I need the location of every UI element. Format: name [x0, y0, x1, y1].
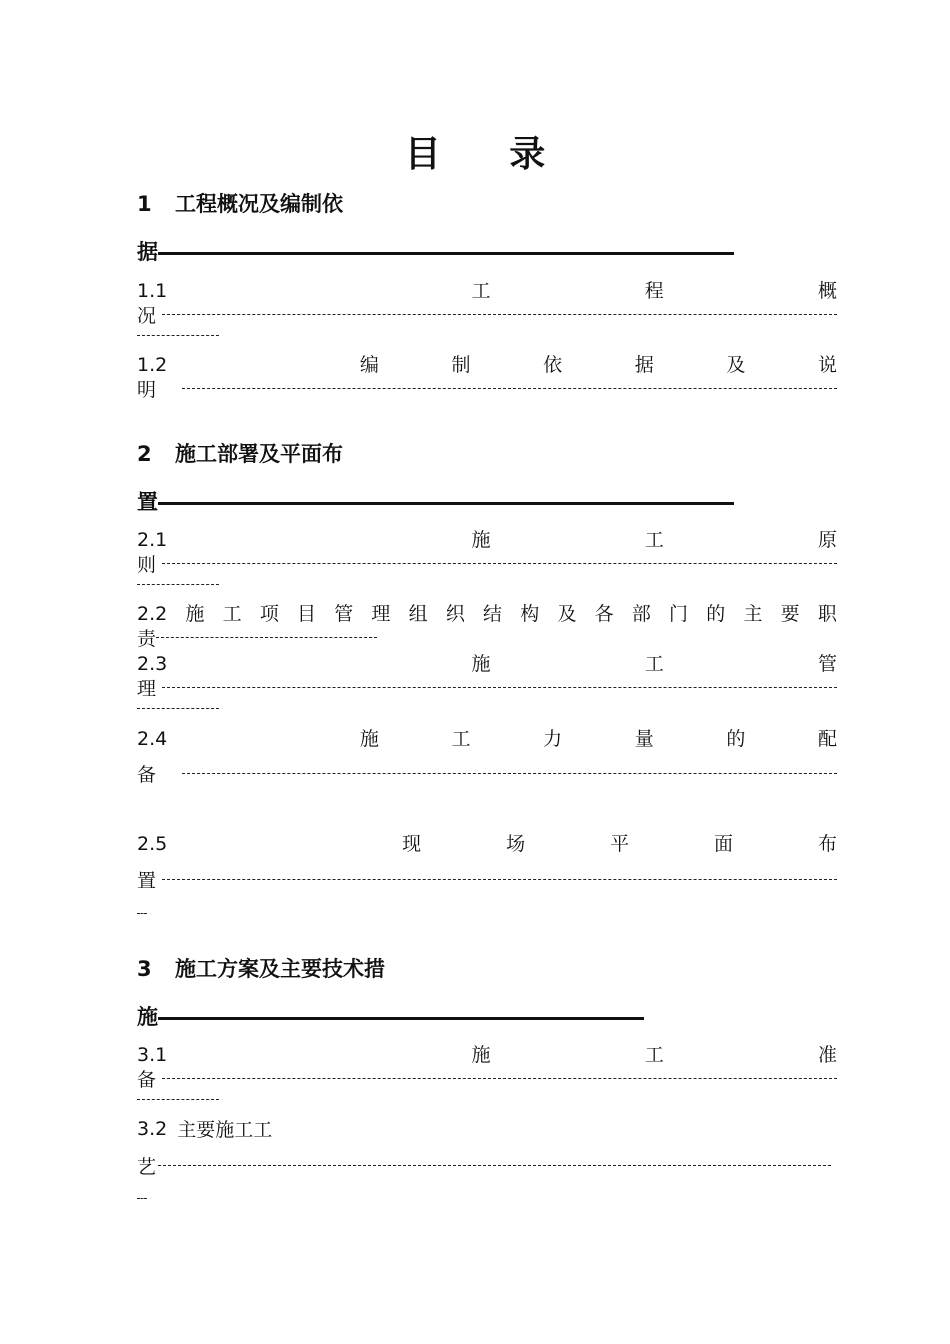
leader-dashes [137, 584, 219, 585]
toc-entry-2-5 [137, 829, 837, 856]
leader-dashes [162, 687, 837, 688]
toc-entry-2-4 [137, 724, 837, 751]
toc-entry-2-3 [137, 649, 837, 676]
entry-char: 目 [297, 603, 317, 625]
entry-number: 2.4 [137, 728, 168, 750]
entry-char: 程 [644, 280, 664, 302]
entry-tail: 责 [137, 628, 157, 650]
entry-char: 各 [594, 603, 614, 625]
entry-char: 施 [359, 728, 379, 750]
entry-char: 理 [371, 603, 391, 625]
leader-dashes [137, 1099, 219, 1100]
leader-dashes [162, 1078, 837, 1079]
toc-entry-1-1-leader [137, 301, 837, 328]
toc-entry-2-1-leader [137, 550, 837, 577]
entry-number: 1.1 [137, 280, 168, 302]
section-1-heading [137, 188, 343, 218]
entry-number: 2.1 [137, 529, 168, 551]
entry-char: 门 [669, 603, 689, 625]
toc-entry-2-3-leader [137, 674, 837, 701]
leader-dashes [182, 773, 837, 774]
entry-tail: 理 [137, 678, 157, 700]
entry-char: 织 [445, 603, 465, 625]
toc-entry-1-2-leader [137, 375, 837, 402]
entry-char: 工 [644, 653, 664, 675]
entry-char: 面 [714, 833, 734, 855]
section-title-tail: 据 [137, 240, 158, 264]
entry-char: 量 [634, 728, 654, 750]
leader-rule [158, 252, 734, 255]
section-title: 工程概况及编制依 [175, 192, 343, 216]
entry-char: 制 [451, 354, 471, 376]
leader-dashes [162, 879, 837, 880]
entry-char: 结 [483, 603, 503, 625]
entry-number: 2.2 [137, 603, 168, 625]
entry-char: 工 [644, 529, 664, 551]
entry-char: 据 [634, 354, 654, 376]
toc-entry-2-1 [137, 525, 837, 552]
entry-char: 平 [610, 833, 630, 855]
entry-tail: 备 [137, 1069, 157, 1091]
entry-char: 项 [259, 603, 279, 625]
entry-number: 2.3 [137, 653, 168, 675]
entry-char: 准 [817, 1044, 837, 1066]
toc-entry-3-1-leader [137, 1065, 837, 1092]
entry-char: 布 [817, 833, 837, 855]
leader-dashes [162, 314, 837, 315]
entry-char: 的 [726, 728, 746, 750]
section-number: 1 [137, 192, 152, 216]
entry-tail: 艺 [137, 1156, 157, 1178]
leader-rule [158, 502, 734, 505]
toc-entry-1-1 [137, 276, 837, 303]
entry-char: 及 [726, 354, 746, 376]
toc-entry-2-5-leader [137, 866, 837, 893]
leader-rule [158, 1017, 644, 1020]
entry-char: 要 [780, 603, 800, 625]
toc-entry-2-4-leader [137, 760, 837, 787]
entry-char: 说 [817, 354, 837, 376]
section-1-leader [137, 236, 734, 266]
entry-tail: 况 [137, 305, 157, 327]
entry-char: 及 [557, 603, 577, 625]
entry-char: 的 [706, 603, 726, 625]
section-2-leader [137, 486, 734, 516]
entry-char: 依 [543, 354, 563, 376]
leader-dashes [158, 1165, 831, 1166]
entry-char: 原 [817, 529, 837, 551]
entry-char: 工 [451, 728, 471, 750]
toc-entry-1-2 [137, 350, 837, 377]
toc-entry-2-2 [137, 599, 837, 626]
entry-char: 职 [817, 603, 837, 625]
section-3-leader [137, 1001, 644, 1031]
toc-entry-3-1 [137, 1040, 837, 1067]
entry-number: 2.5 [137, 833, 168, 855]
page-title: 目 录 [404, 133, 574, 175]
toc-entry-2-2-leader [137, 624, 377, 651]
section-title: 施工方案及主要技术措 [175, 957, 385, 981]
entry-char: 概 [817, 280, 837, 302]
entry-tail: 则 [137, 554, 157, 576]
entry-char: 构 [520, 603, 540, 625]
section-3-heading [137, 953, 385, 983]
entry-char: 工 [644, 1044, 664, 1066]
entry-tail: 明 [137, 379, 157, 401]
entry-tail: 置 [137, 870, 157, 892]
entry-char: 施 [471, 653, 491, 675]
entry-number: 3.2 [137, 1117, 168, 1140]
entry-char: 力 [543, 728, 563, 750]
section-2-heading [137, 438, 343, 468]
leader-dashes [156, 637, 377, 638]
leader-dashes [162, 563, 837, 564]
toc-entry-3-2-leader [137, 1152, 831, 1179]
entry-char: 管 [817, 653, 837, 675]
section-number: 3 [137, 957, 152, 981]
entry-char: 施 [471, 529, 491, 551]
leader-dashes [137, 1198, 147, 1199]
entry-char: 场 [506, 833, 526, 855]
entry-char: 施 [471, 1044, 491, 1066]
entry-char: 组 [408, 603, 428, 625]
leader-dashes [182, 388, 837, 389]
entry-char: 部 [631, 603, 651, 625]
section-title: 施工部署及平面布 [175, 442, 343, 466]
entry-char: 现 [402, 833, 422, 855]
entry-char: 主 [743, 603, 763, 625]
section-title-tail: 施 [137, 1005, 158, 1029]
entry-char: 管 [334, 603, 354, 625]
entry-number: 1.2 [137, 354, 168, 376]
leader-dashes [137, 335, 219, 336]
leader-dashes [137, 913, 147, 914]
entry-text: 主要施工工 [177, 1119, 273, 1141]
entry-char: 施 [185, 603, 205, 625]
section-number: 2 [137, 442, 152, 466]
leader-dashes [137, 708, 219, 709]
section-title-tail: 置 [137, 490, 158, 514]
entry-number: 3.1 [137, 1044, 168, 1066]
toc-entry-3-2 [137, 1115, 272, 1142]
entry-char: 配 [817, 728, 837, 750]
entry-char: 工 [222, 603, 242, 625]
entry-char: 编 [359, 354, 379, 376]
entry-char: 工 [471, 280, 491, 302]
entry-tail: 备 [137, 764, 157, 786]
